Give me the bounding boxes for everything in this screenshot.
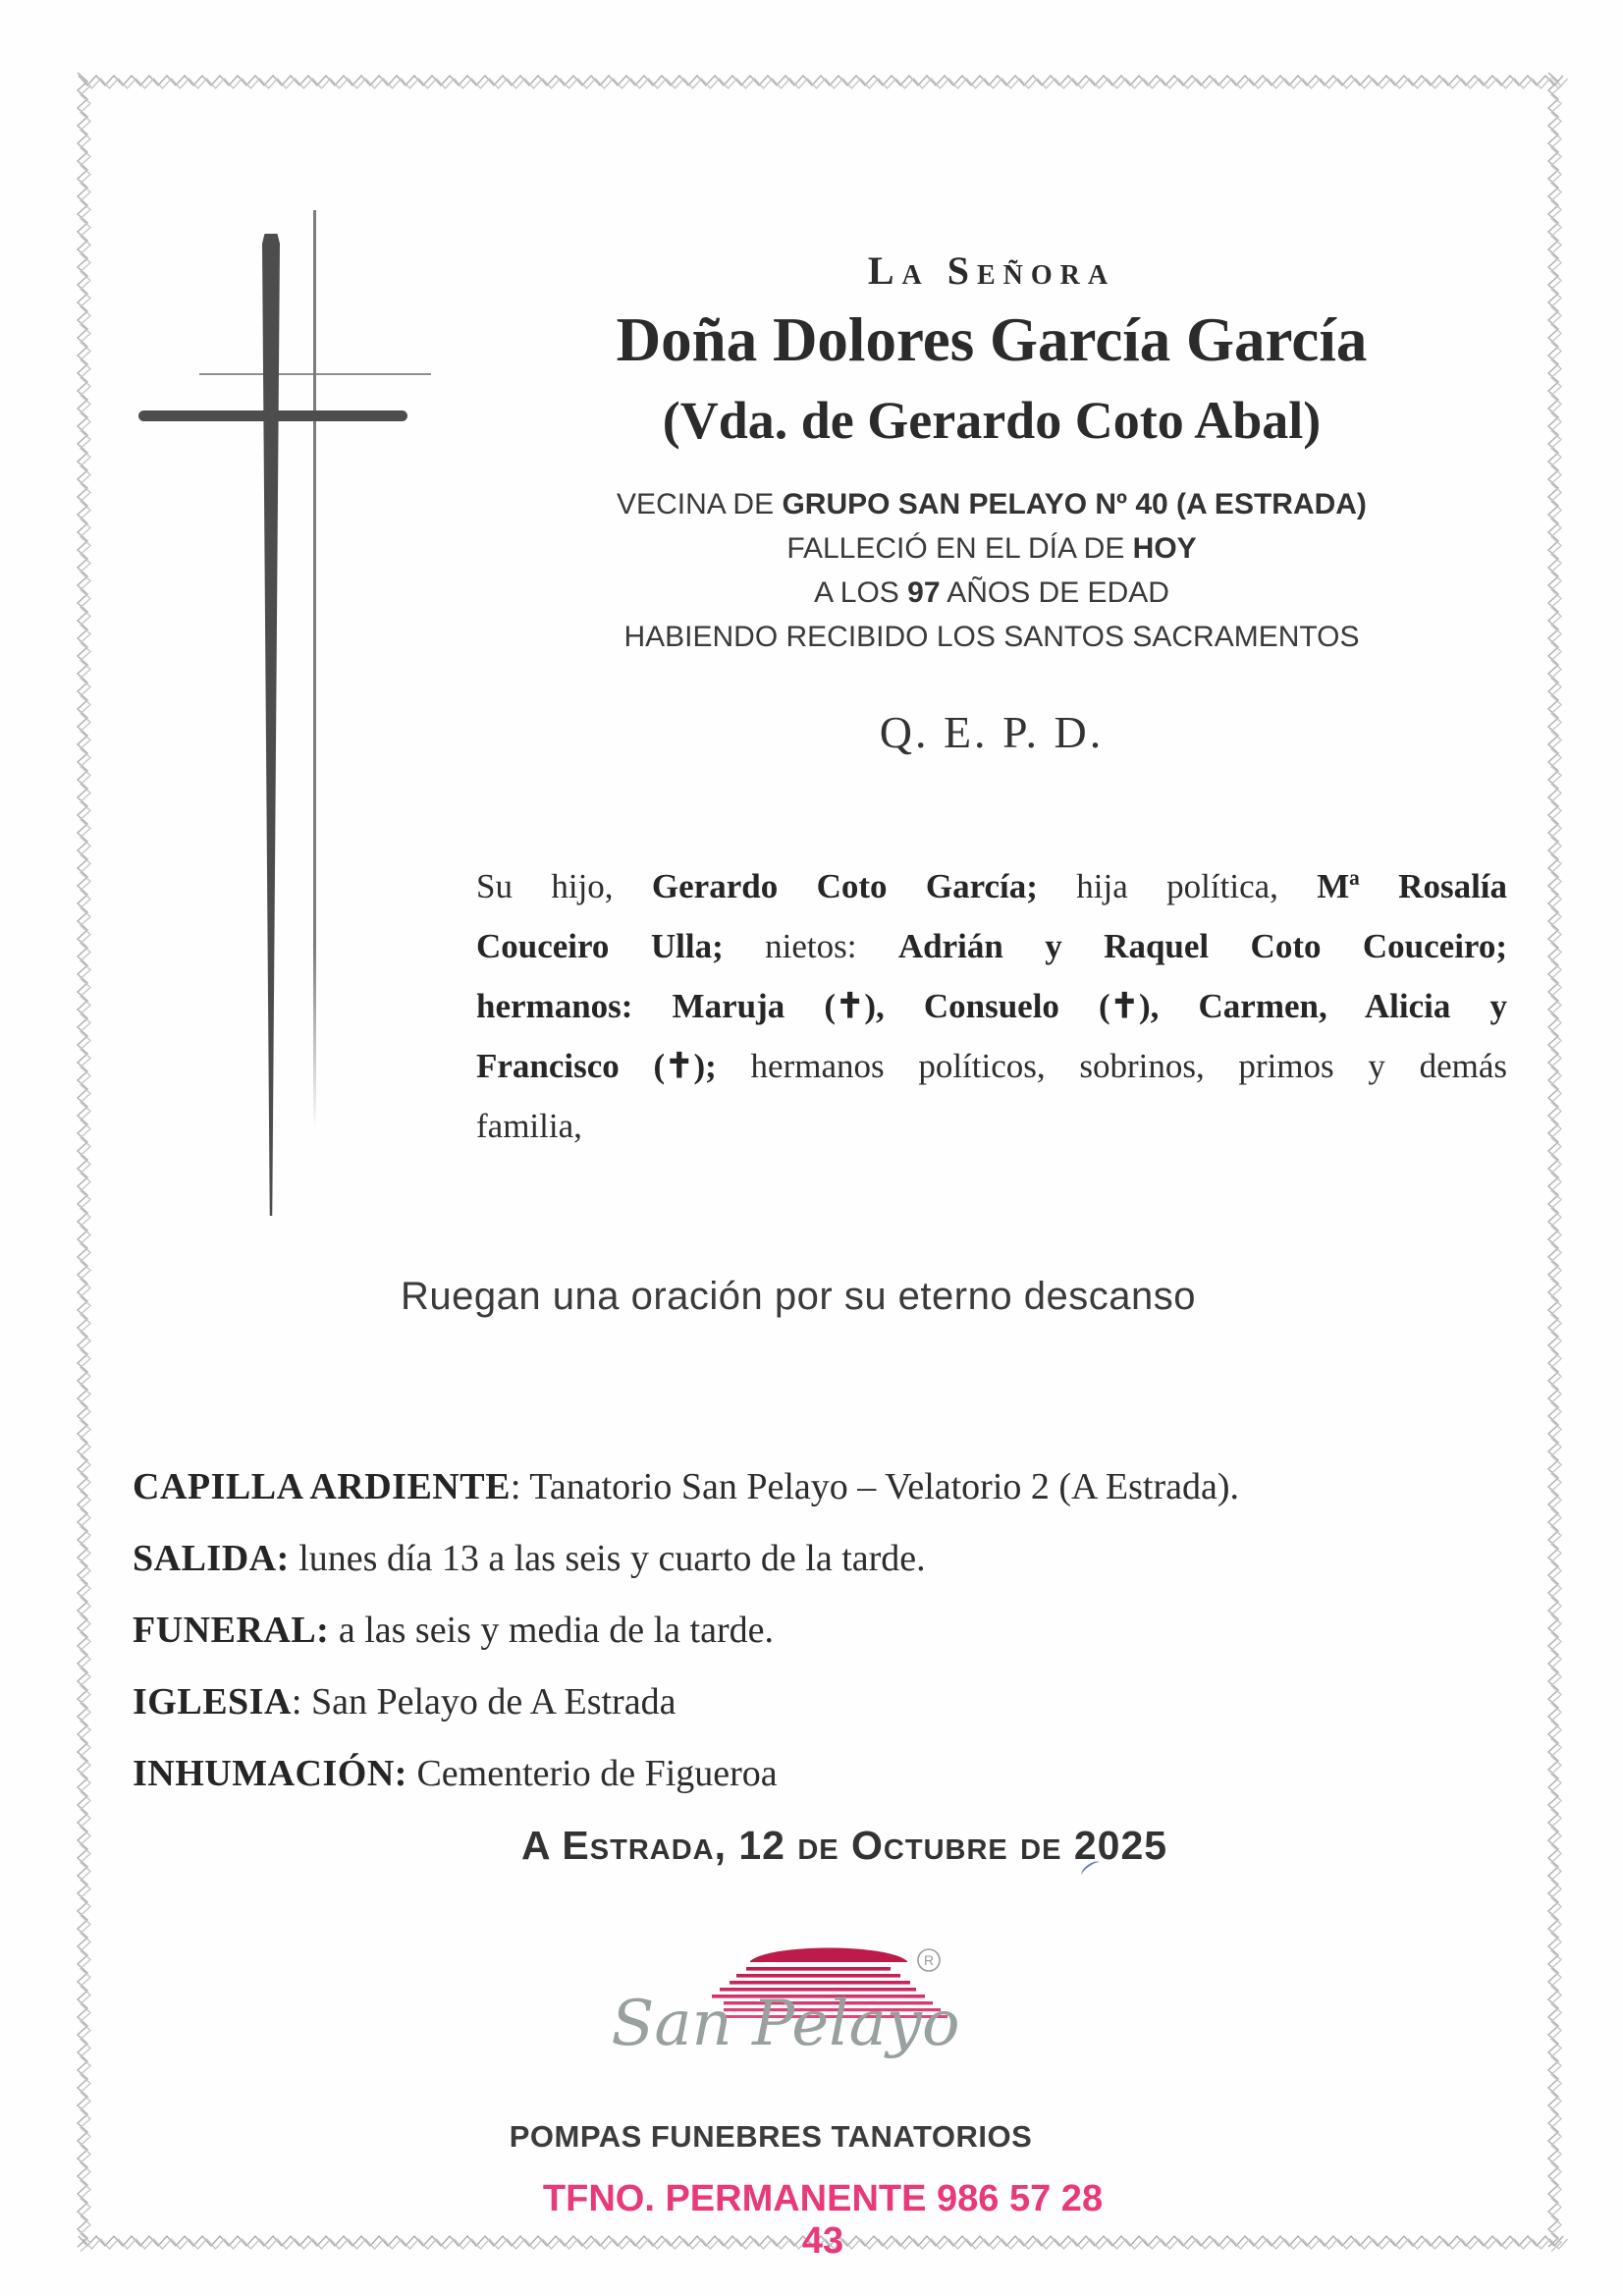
info-line: FALLECIÓ EN EL DÍA DE HOY [786,532,1197,566]
service-label: IGLESIA [133,1681,292,1722]
family-paragraph [476,856,1507,1156]
dateline: A Estrada, 12 de Octubre de 2025 [520,1823,1168,1868]
info-line: VECINA DE GRUPO SAN PELAYO Nº 40 (A ESTRADA) [617,488,1367,521]
service-row [133,1595,1527,1667]
paragraph-line: Couceiro Ulla; nietos: Adrián y Raquel Coto Couceiro; [476,927,1507,965]
qepd-line: Q. E. P. D. [879,707,1105,758]
svg-text:R: R [923,1952,935,1968]
service-label: INHUMACIÓN: [133,1753,407,1794]
info-lines [432,482,1551,659]
service-row [133,1451,1527,1523]
service-label: SALIDA: [133,1538,290,1579]
service-text: lunes día 13 a las seis y cuarto de la tarde. [289,1538,926,1579]
service-label: CAPILLA ARDIENTE [133,1466,511,1507]
service-text: : San Pelayo de A Estrada [291,1681,676,1722]
cross-vertical-bar [262,234,280,1216]
services-list [133,1451,1527,1810]
page-title: La Señora [867,248,1116,293]
brand-tagline: POMPAS FUNEBRES TANATORIOS [509,2119,1033,2154]
registered-icon [918,1949,940,1971]
service-text: : Tanatorio San Pelayo – Velatorio 2 (A Estrada). [510,1466,1239,1507]
info-line: HABIENDO RECIBIDO LOS SANTOS SACRAMENTOS [623,621,1360,654]
service-row [133,1667,1527,1738]
paragraph-line: Francisco (✝); hermanos políticos, sobrinos, primos y demás [476,1047,1507,1085]
cross-thin-vertical-line [313,210,316,1129]
service-label: FUNERAL: [133,1610,330,1651]
info-line: A LOS 97 AÑOS DE EDAD [814,576,1169,610]
service-row [133,1523,1527,1595]
heading-block [432,0,1551,758]
paragraph-line: familia, [476,1107,582,1145]
service-text: a las seis y media de la tarde. [329,1610,774,1651]
service-row [133,1738,1527,1810]
deceased-name: Doña Dolores García García [616,305,1368,374]
phone-line: TFNO. PERMANENTE 986 57 28 43 [542,2178,1104,2262]
prayer-line: Ruegan una oración por su eterno descanso [401,1275,1196,1318]
paragraph-line: hermanos: Maruja (✝), Consuelo (✝), Carmen, Alicia y [476,987,1507,1025]
paragraph-line: Su hijo, Gerardo Coto García; hija política, Mª Rosalía [476,867,1508,905]
service-text: Cementerio de Figueroa [406,1753,778,1794]
zigzag-border-left [75,73,94,2253]
widow-line: (Vda. de Gerardo Coto Abal) [662,391,1322,451]
brand-script: San Pelayo [611,1988,960,2060]
